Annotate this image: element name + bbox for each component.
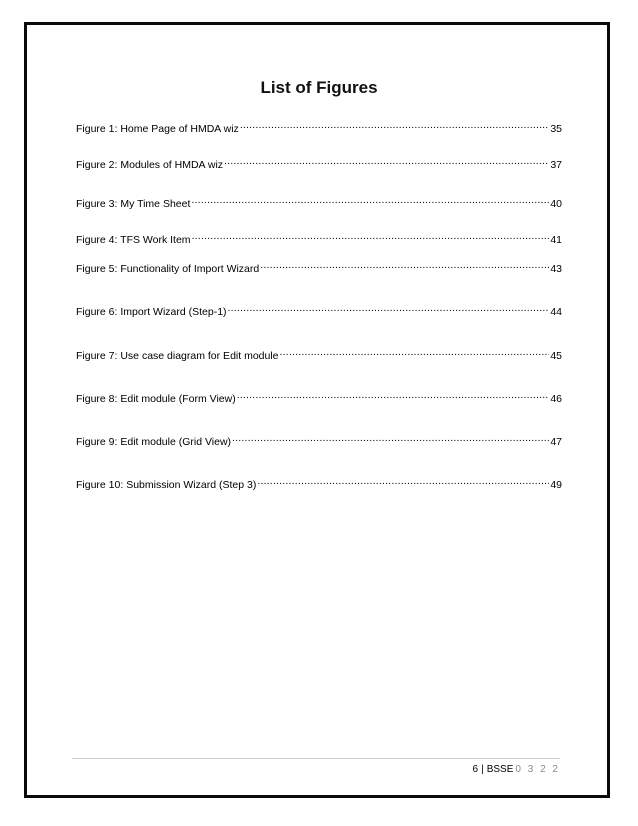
figure-entry-label: Figure 10: Submission Wizard (Step 3) xyxy=(76,479,257,491)
figure-entry-label: Figure 5: Functionality of Import Wizard xyxy=(76,263,260,275)
figure-entry-page: 35 xyxy=(550,123,562,135)
figure-entry-9[interactable] xyxy=(76,431,562,449)
page-footer xyxy=(473,764,560,775)
figure-entry-page: 49 xyxy=(550,479,562,491)
figure-entry-10[interactable] xyxy=(76,474,562,492)
dot-leader xyxy=(228,301,550,315)
figure-entry-8[interactable] xyxy=(76,388,562,406)
figure-entry-label: Figure 9: Edit module (Grid View) xyxy=(76,436,232,448)
figure-entry-5[interactable] xyxy=(76,258,562,276)
figure-entry-page: 41 xyxy=(550,234,562,246)
figure-entry-page: 44 xyxy=(550,306,562,318)
footer-separator: | xyxy=(481,764,484,775)
figure-entry-6[interactable] xyxy=(76,301,562,319)
dot-leader xyxy=(192,229,550,243)
footer-code: 0 3 2 2 xyxy=(515,764,560,775)
figure-entry-page: 40 xyxy=(550,198,562,210)
dot-leader xyxy=(232,431,549,445)
figure-entry-label: Figure 3: My Time Sheet xyxy=(76,198,191,210)
page-border xyxy=(24,22,610,798)
dot-leader xyxy=(257,474,549,488)
dot-leader xyxy=(237,388,550,402)
figure-entry-1[interactable] xyxy=(76,118,562,136)
figure-entry-page: 46 xyxy=(550,393,562,405)
figure-entry-2[interactable] xyxy=(76,154,562,172)
figure-entry-label: Figure 7: Use case diagram for Edit module xyxy=(76,350,279,362)
figure-entry-4[interactable] xyxy=(76,229,562,247)
figure-entry-page: 47 xyxy=(550,436,562,448)
figure-entry-label: Figure 6: Import Wizard (Step-1) xyxy=(76,306,227,318)
figure-entry-page: 37 xyxy=(550,159,562,171)
footer-page-number: 6 xyxy=(472,764,479,775)
dot-leader xyxy=(280,345,550,359)
dot-leader xyxy=(240,118,550,132)
figure-entry-label: Figure 2: Modules of HMDA wiz xyxy=(76,159,224,171)
page-title: List of Figures xyxy=(260,78,378,97)
dot-leader xyxy=(191,193,549,207)
figure-entry-page: 43 xyxy=(550,263,562,275)
figure-entry-label: Figure 1: Home Page of HMDA wiz xyxy=(76,123,239,135)
figure-entry-7[interactable] xyxy=(76,345,562,363)
figure-entry-3[interactable] xyxy=(76,193,562,211)
footer-prefix: BSSE xyxy=(486,764,514,775)
figure-entry-label: Figure 4: TFS Work Item xyxy=(76,234,191,246)
dot-leader xyxy=(224,154,549,168)
dot-leader xyxy=(260,258,549,272)
figure-entry-page: 45 xyxy=(550,350,562,362)
footer-divider xyxy=(72,758,560,759)
figure-entry-label: Figure 8: Edit module (Form View) xyxy=(76,393,236,405)
